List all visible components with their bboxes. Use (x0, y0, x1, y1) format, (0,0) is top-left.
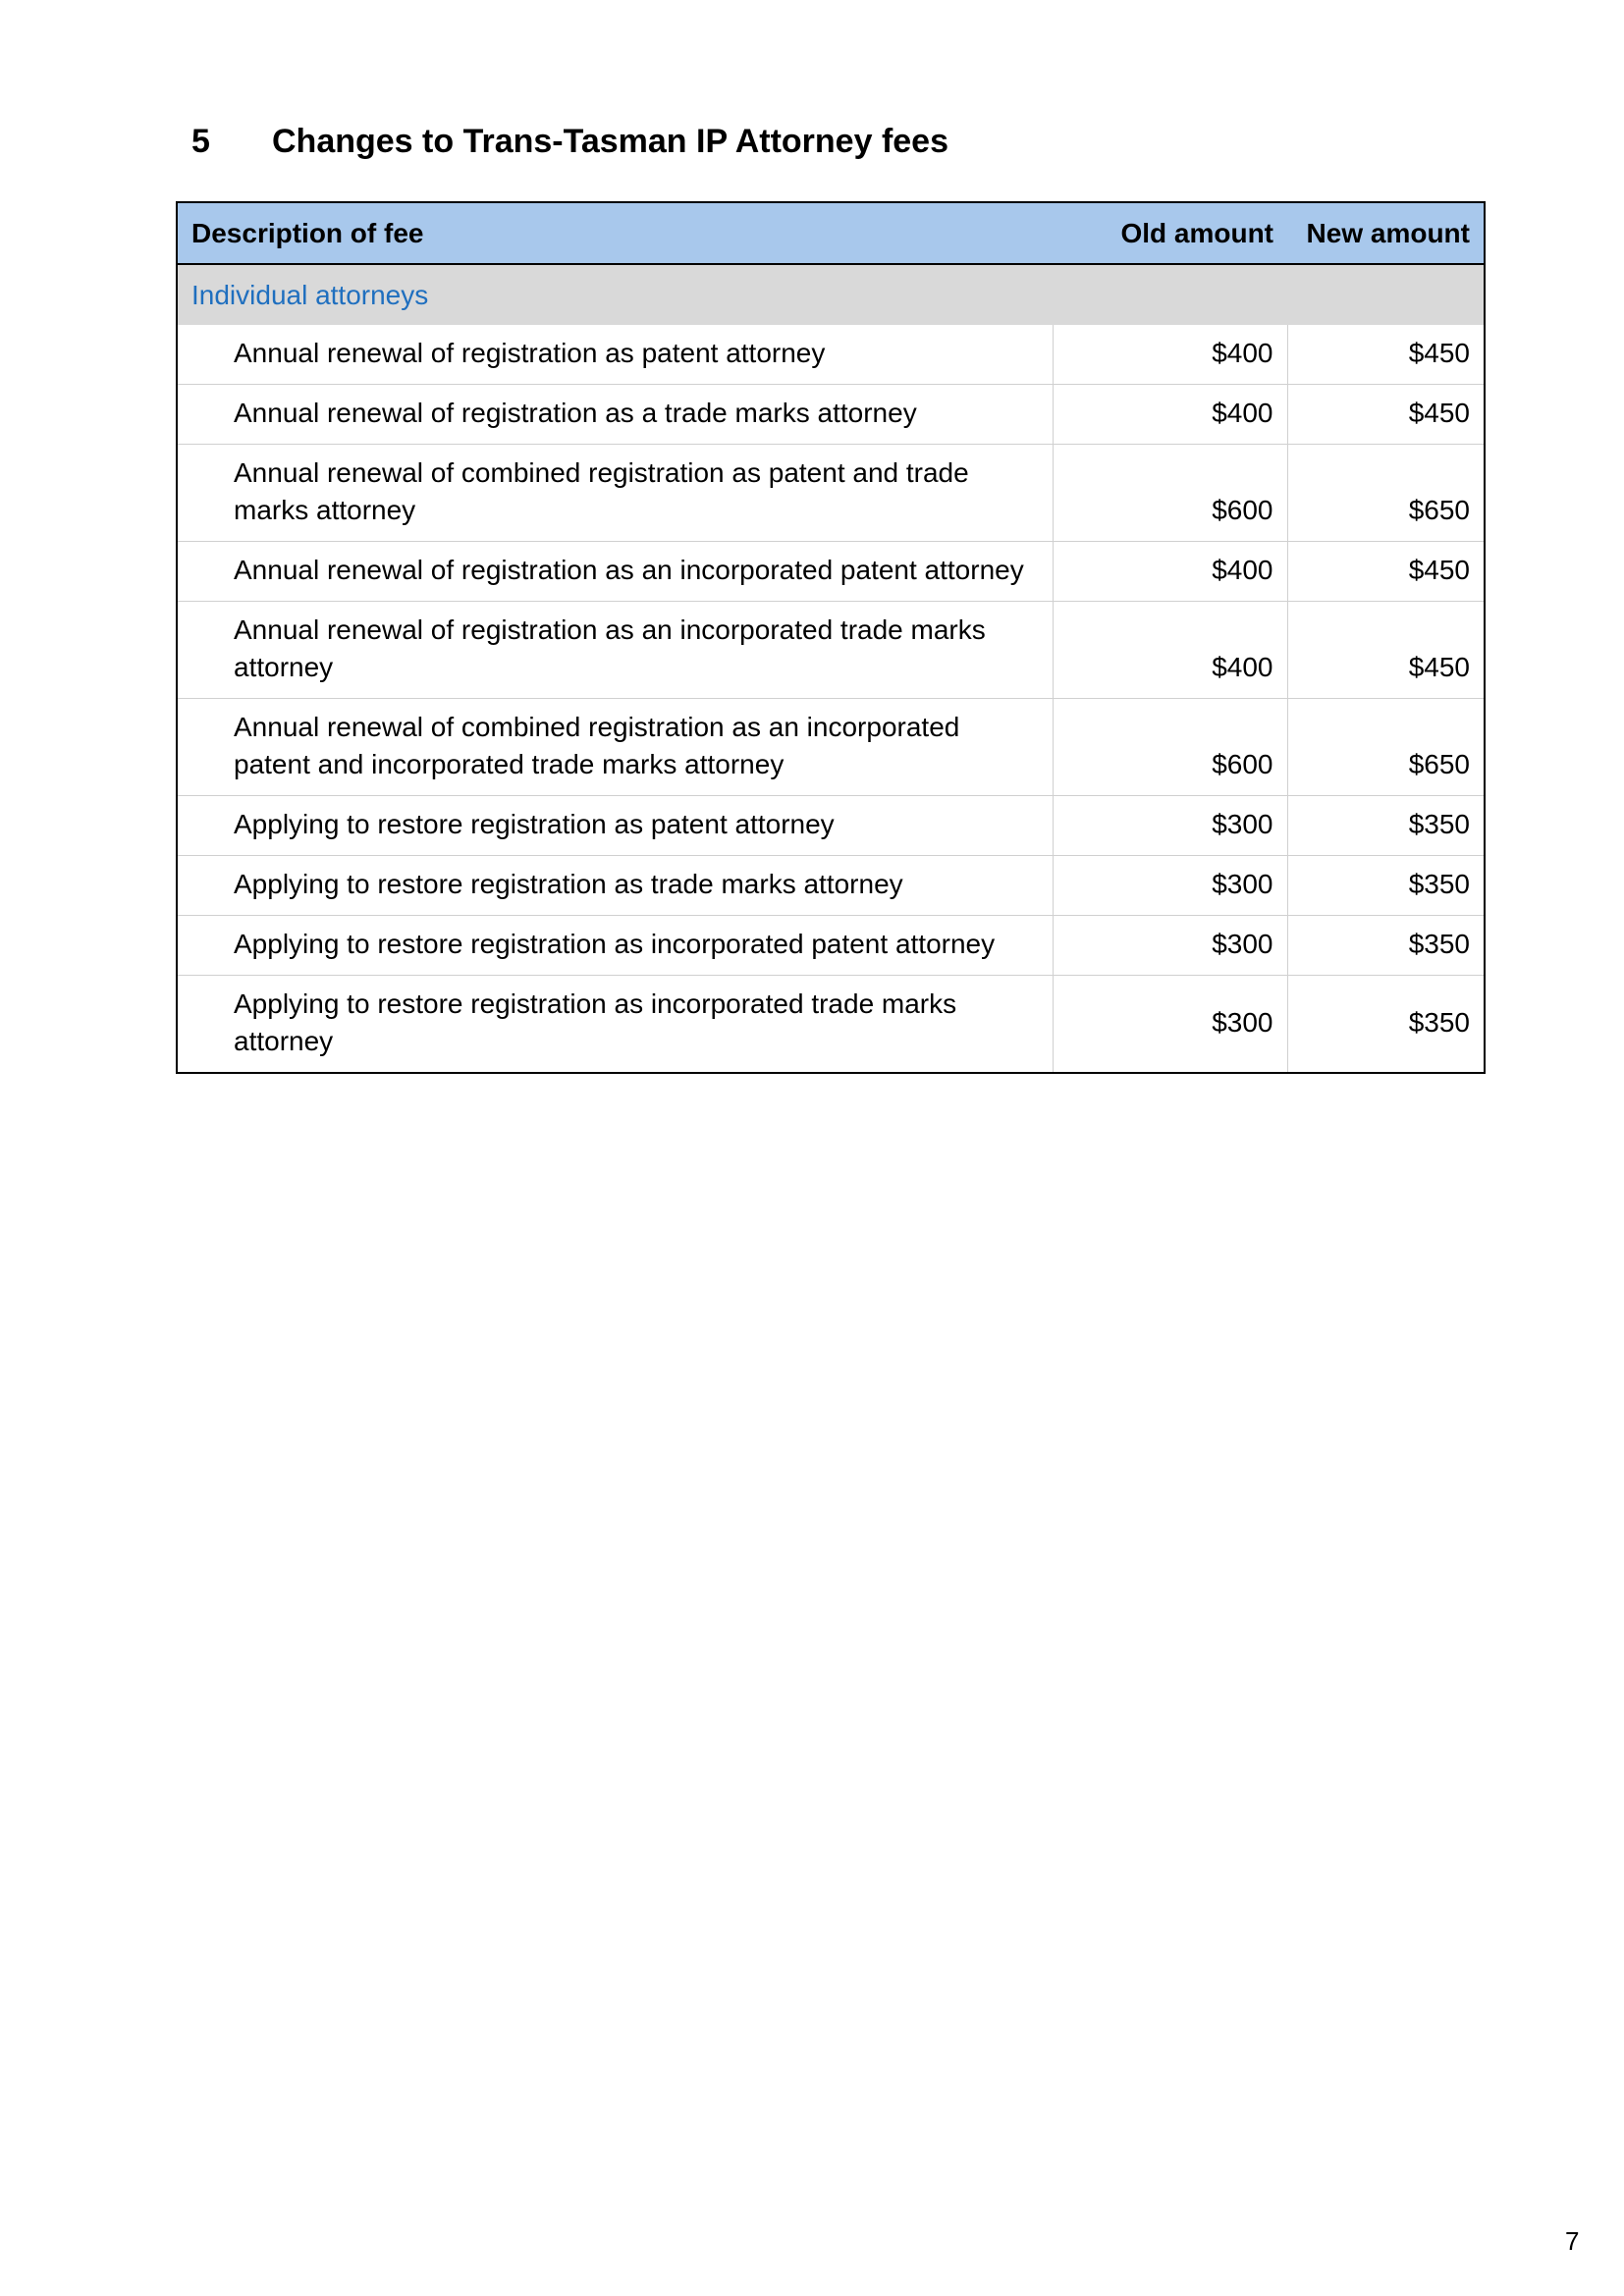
table-row (177, 796, 1485, 856)
fee-table (176, 201, 1486, 1074)
fee-description: Annual renewal of registration as a trade marks attorney (177, 385, 1053, 445)
table-row (177, 445, 1485, 542)
fee-description: Applying to restore registration as incorporated patent attorney (177, 916, 1053, 976)
new-amount: $350 (1287, 856, 1485, 916)
section-title: Changes to Trans-Tasman IP Attorney fees (272, 123, 948, 160)
table-row (177, 542, 1485, 602)
old-amount: $600 (1053, 699, 1287, 796)
fee-description: Annual renewal of combined registration as patent and trade marks attorney (177, 445, 1053, 542)
new-amount: $650 (1287, 445, 1485, 542)
old-amount: $300 (1053, 916, 1287, 976)
old-amount: $400 (1053, 542, 1287, 602)
page-number: 7 (1565, 2226, 1580, 2256)
new-amount: $350 (1287, 916, 1485, 976)
header-description: Description of fee (177, 202, 1053, 264)
fee-description: Annual renewal of registration as an incorporated patent attorney (177, 542, 1053, 602)
new-amount: $450 (1287, 542, 1485, 602)
new-amount: $450 (1287, 385, 1485, 445)
section-heading (191, 116, 948, 167)
fee-description: Applying to restore registration as trade marks attorney (177, 856, 1053, 916)
table-row (177, 699, 1485, 796)
fee-description: Annual renewal of registration as an incorporated trade marks attorney (177, 602, 1053, 699)
header-old-amount: Old amount (1053, 202, 1287, 264)
section-number: 5 (191, 123, 210, 160)
fee-description: Applying to restore registration as incorporated trade marks attorney (177, 976, 1053, 1074)
fee-description: Annual renewal of registration as patent attorney (177, 325, 1053, 385)
header-new-amount: New amount (1287, 202, 1485, 264)
new-amount: $350 (1287, 976, 1485, 1074)
table-row (177, 602, 1485, 699)
new-amount: $350 (1287, 796, 1485, 856)
fee-description: Annual renewal of combined registration as an incorporated patent and incorporated trade marks attorney (177, 699, 1053, 796)
table-row (177, 916, 1485, 976)
table-row (177, 856, 1485, 916)
old-amount: $600 (1053, 445, 1287, 542)
old-amount: $400 (1053, 602, 1287, 699)
fee-description: Applying to restore registration as patent attorney (177, 796, 1053, 856)
old-amount: $300 (1053, 796, 1287, 856)
old-amount: $400 (1053, 325, 1287, 385)
table-row (177, 976, 1485, 1074)
group-row (177, 264, 1485, 325)
new-amount: $450 (1287, 325, 1485, 385)
old-amount: $300 (1053, 976, 1287, 1074)
new-amount: $650 (1287, 699, 1485, 796)
table-row (177, 385, 1485, 445)
old-amount: $400 (1053, 385, 1287, 445)
group-label: Individual attorneys (177, 264, 1485, 325)
old-amount: $300 (1053, 856, 1287, 916)
table-header-row (177, 202, 1485, 264)
new-amount: $450 (1287, 602, 1485, 699)
table-row (177, 325, 1485, 385)
